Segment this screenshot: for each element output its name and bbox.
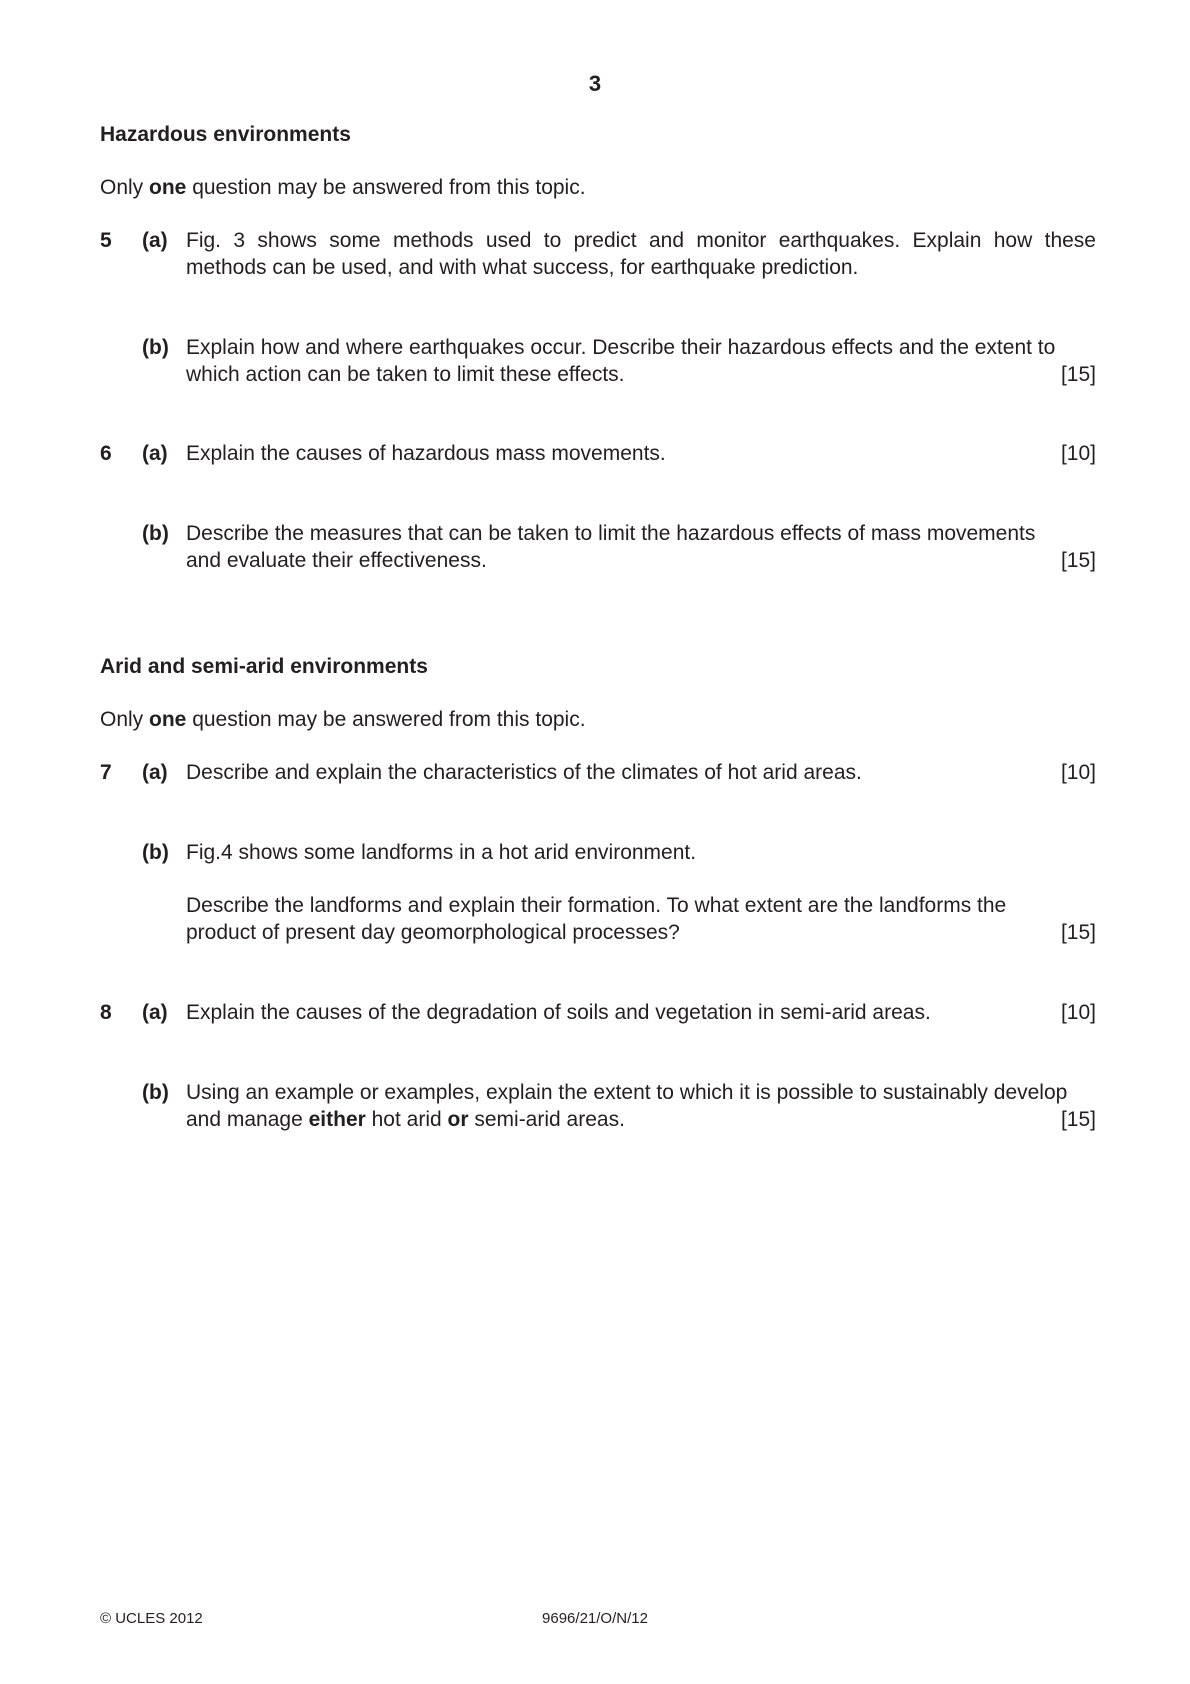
- q6-part-a-marks: [10]: [1060, 442, 1096, 465]
- section-instruction-arid: Only one question may be answered from this topic.: [100, 708, 586, 731]
- section-heading-hazardous: Hazardous environments: [100, 123, 351, 146]
- section-heading-arid: Arid and semi-arid environments: [100, 655, 428, 678]
- q7-part-b-intro: Fig.4 shows some landforms in a hot arid environment.: [186, 841, 697, 864]
- q5-part-b-label: (b): [142, 336, 169, 359]
- q6-part-b-text: Describe the measures that can be taken to limit the hazardous effects of mass movements and evaluate their effectiveness.: [186, 522, 1036, 572]
- q8-part-b-marks: [15]: [1060, 1108, 1096, 1131]
- section-instruction-hazardous: Only one question may be answered from this topic.: [100, 176, 586, 199]
- q5-part-a-text: Fig. 3 shows some methods used to predict and monitor earthquakes. Explain how these methods can be used, and with what success, for earthquake prediction.: [186, 229, 1096, 279]
- footer-copyright: © UCLES 2012: [100, 1610, 203, 1627]
- q6-part-a-text: Explain the causes of hazardous mass movements.: [186, 442, 666, 465]
- question-number-8: 8: [100, 1001, 112, 1024]
- q8-part-a-marks: [10]: [1060, 1001, 1096, 1024]
- q8-part-b-text: Using an example or examples, explain the extent to which it is possible to sustainably develop and manage either hot arid or semi-arid areas.: [186, 1081, 1068, 1131]
- q8-part-a-text: Explain the causes of the degradation of soils and vegetation in semi-arid areas.: [186, 1001, 931, 1024]
- q7-part-a-text: Describe and explain the characteristics of the climates of hot arid areas.: [186, 761, 862, 784]
- q6-part-a-label: (a): [142, 442, 168, 465]
- question-number-6: 6: [100, 442, 112, 465]
- q5-part-b-marks: [15]: [1060, 363, 1096, 386]
- q7-part-b-marks: [15]: [1060, 921, 1096, 944]
- q7-part-b-text: Describe the landforms and explain their formation. To what extent are the landforms the product of present day geomorphological processes?: [186, 894, 1007, 944]
- question-number-7: 7: [100, 761, 112, 784]
- q7-part-b-label: (b): [142, 841, 169, 864]
- q8-part-a-label: (a): [142, 1001, 168, 1024]
- q5-part-b-text: Explain how and where earthquakes occur. Describe their hazardous effects and the extent to which action can be taken to limit these effects.: [186, 336, 1056, 386]
- q7-part-a-label: (a): [142, 761, 168, 784]
- q5-part-a-label: (a): [142, 229, 168, 252]
- q7-part-a-marks: [10]: [1060, 761, 1096, 784]
- footer-paper-code: 9696/21/O/N/12: [542, 1610, 648, 1627]
- question-number-5: 5: [100, 229, 112, 252]
- q6-part-b-label: (b): [142, 522, 169, 545]
- q6-part-b-marks: [15]: [1060, 549, 1096, 572]
- q8-part-b-label: (b): [142, 1081, 169, 1104]
- page-number: 3: [588, 71, 602, 96]
